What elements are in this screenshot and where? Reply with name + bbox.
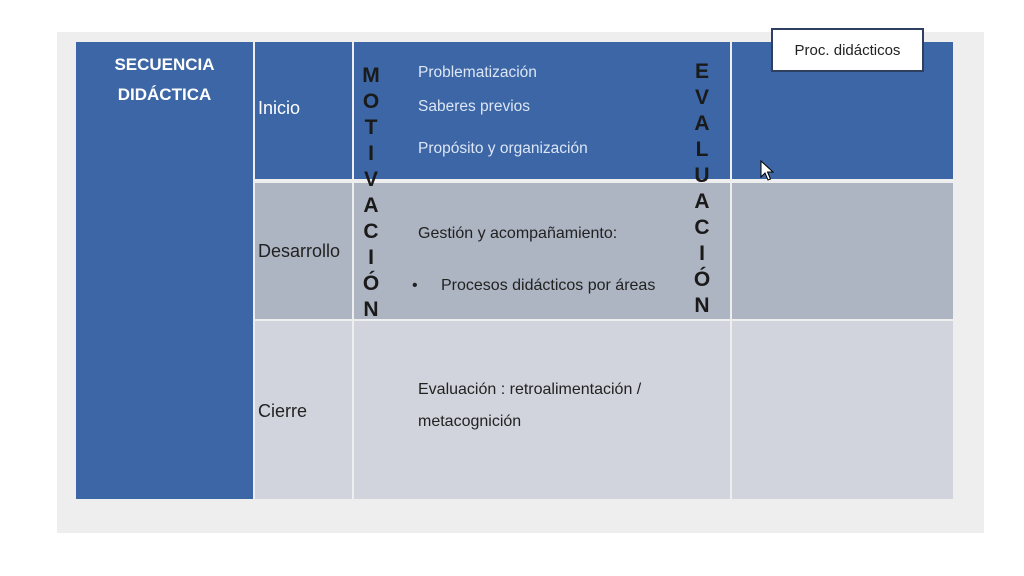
desarrollo-item: Procesos didácticos por áreas	[441, 277, 656, 294]
content-cell-cierre	[354, 321, 730, 499]
phase-cell-inicio	[255, 42, 352, 179]
phase-cell-desarrollo	[255, 183, 352, 319]
title-cell	[76, 42, 253, 499]
phase-label-desarrollo: Desarrollo	[258, 241, 341, 261]
letter: A	[363, 194, 379, 217]
letter: V	[694, 86, 709, 109]
desarrollo-heading: Gestión y acompañamiento:	[418, 225, 618, 242]
letter: U	[694, 164, 710, 187]
motivacion-vertical	[357, 63, 385, 323]
letter: A	[694, 190, 710, 213]
content-cell-desarrollo	[354, 183, 730, 319]
letter: N	[363, 298, 379, 321]
inicio-item: Saberes previos	[418, 98, 531, 115]
title-line-2: DIDÁCTICA	[117, 85, 212, 104]
inicio-item: Propósito y organización	[418, 140, 588, 157]
letter: N	[694, 294, 710, 317]
extra-cell-cierre	[732, 321, 953, 499]
title-line-1: SECUENCIA	[114, 55, 215, 74]
letter: E	[694, 60, 709, 83]
letter: I	[368, 142, 374, 165]
phase-label-cierre: Cierre	[258, 401, 308, 421]
mouse-cursor-icon	[760, 160, 774, 182]
letter: A	[694, 112, 710, 135]
inicio-item: Problematización	[418, 64, 537, 81]
phase-cell-cierre	[255, 321, 352, 499]
cierre-line: metacognición	[418, 413, 522, 430]
letter: I	[699, 242, 705, 265]
letter: V	[363, 168, 378, 191]
letter: T	[364, 116, 378, 139]
letter: Ó	[362, 272, 380, 295]
cierre-line: Evaluación : retroalimentación /	[418, 381, 642, 398]
bullet-icon: •	[412, 277, 418, 294]
evaluacion-vertical	[688, 59, 716, 319]
letter: Ó	[693, 268, 711, 291]
proc-didacticos-box: Proc. didácticos	[771, 28, 924, 72]
sequence-title	[76, 50, 253, 110]
phase-label-inicio: Inicio	[258, 98, 301, 118]
letter: O	[362, 90, 380, 113]
letter: C	[363, 220, 379, 243]
letter: L	[695, 138, 709, 161]
extra-cell-desarrollo	[732, 183, 953, 319]
letter: M	[362, 64, 380, 87]
letter: C	[694, 216, 710, 239]
letter: I	[368, 246, 374, 269]
content-cell-inicio	[354, 42, 730, 179]
